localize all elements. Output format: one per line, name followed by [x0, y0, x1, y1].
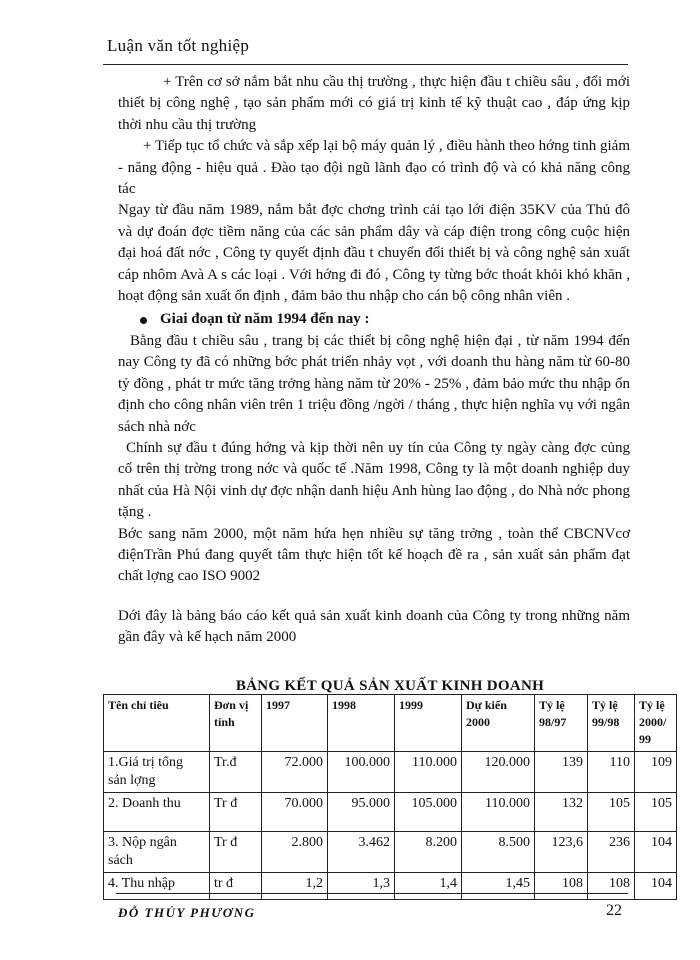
header-divider — [103, 64, 628, 65]
table-cell: Tr.đ — [210, 752, 262, 793]
table-cell: 104 — [635, 873, 677, 900]
table-cell: 123,6 — [535, 832, 588, 873]
table-cell: 2. Doanh thu — [104, 793, 210, 832]
column-header: Tên chỉ tiêu — [104, 695, 210, 752]
table-cell: 110.000 — [395, 752, 462, 793]
table-cell: 95.000 — [328, 793, 395, 832]
column-header: 1999 — [395, 695, 462, 752]
table-cell: 3. Nộp ngân sách — [104, 832, 210, 873]
table-cell: 236 — [588, 832, 635, 873]
paragraph-1989: Ngay từ đầu năm 1989, nắm bắt đợc chơng trình cải tạo lới điện 35KV của Thủ đô và dự đoán đợc tiềm năng của các sản phẩm dây và cáp điện trong công cuộc hiện đại hoá đất nớc , Công ty quyết định đầu t chuyển đổi thiết bị và công nghệ sản xuất cáp nhôm Avà A s các loại . Với hớng đi đó , Công ty từng bớc thoát khỏi khó khăn , hoạt động sản xuất ổn định , đảm bảo thu nhập cho cán bộ công nhân viên . — [118, 202, 630, 305]
table-cell: 1.Giá trị tổng sản lợng — [104, 752, 210, 793]
table-cell: 110.000 — [462, 793, 535, 832]
paragraph-goal-1: + Trên cơ sở nắm bắt nhu cầu thị trường , thực hiện đầu t chiều sâu , đổi mới thiết bị công nghệ , tạo sản phẩm mới có giá trị kinh tế kỹ thuật cao , đáp ứng kịp thời nhu cầu thị trường — [118, 74, 630, 133]
table-cell: 132 — [535, 793, 588, 832]
table-cell: 72.000 — [262, 752, 328, 793]
footer-author: ĐỖ THỦY PHƯƠNG — [118, 905, 256, 920]
business-results-table — [103, 694, 677, 900]
table-row — [104, 873, 677, 900]
table-cell: 70.000 — [262, 793, 328, 832]
column-header: Đơn vị tính — [210, 695, 262, 752]
table-row — [104, 752, 677, 793]
column-header: 1997 — [262, 695, 328, 752]
paragraph-1994: Bằng đầu t chiều sâu , trang bị các thiết bị công nghệ hiện đại , từ năm 1994 đến nay Công ty đã có những bớc phát triển nhảy vọt , với doanh thu hàng năm từ 60-80 tỷ đồng , phát tr mức tăng trởng hàng năm từ 20% - 25% , đảm bảo mức thu nhập ổn định cho công nhân viên trên 1 triệu đồng /ngời / tháng , thực hiện nghĩa vụ với ngân sách nhà nớc — [118, 332, 630, 435]
column-header: Tỷ lệ 2000/ 99 — [635, 695, 677, 752]
column-header: Tỷ lệ 98/97 — [535, 695, 588, 752]
table-row — [104, 832, 677, 873]
column-header: 1998 — [328, 695, 395, 752]
table-header-row — [104, 695, 677, 752]
section-heading-1994 — [140, 309, 630, 330]
table-cell: tr đ — [210, 873, 262, 900]
table-cell: 3.462 — [328, 832, 395, 873]
table-cell: 1,45 — [462, 873, 535, 900]
bullet-icon — [140, 317, 147, 324]
column-header: Dự kiến 2000 — [462, 695, 535, 752]
table-cell: 1,3 — [328, 873, 395, 900]
table-cell: Tr đ — [210, 832, 262, 873]
body-text — [118, 72, 630, 649]
table-cell: 8.500 — [462, 832, 535, 873]
table-cell: 105 — [588, 793, 635, 832]
table-cell: 104 — [635, 832, 677, 873]
running-header-title: Luận văn tốt nghiệp — [107, 36, 250, 55]
table-row — [104, 793, 677, 832]
table-cell: 120.000 — [462, 752, 535, 793]
footer-divider — [116, 893, 628, 894]
section-heading-text: Giai đoạn từ năm 1994 đến nay : — [160, 311, 370, 328]
table-cell: 100.000 — [328, 752, 395, 793]
paragraph-goal-2: + Tiếp tục tổ chức và sắp xếp lại bộ máy quản lý , điều hành theo hớng tinh giảm - năng động - hiệu quả . Đào tạo đội ngũ lãnh đạo có trình độ và có khả năng công tác — [118, 138, 630, 198]
table-cell: 1,4 — [395, 873, 462, 900]
table-cell: 1,2 — [262, 873, 328, 900]
table-cell: 108 — [535, 873, 588, 900]
paragraph-spacer — [118, 588, 630, 606]
paragraph-2000: Bớc sang năm 2000, một năm hứa hẹn nhiều sự tăng trởng , toàn thể CBCNVcơ điệnTrần Phú đang quyết tâm thực hiện tốt kế hoạch đề ra , sản xuất sản phẩm đạt chất lợng cao ISO 9002 — [118, 525, 630, 585]
column-header: Tỷ lệ 99/98 — [588, 695, 635, 752]
paragraph-reputation: Chính sự đầu t đúng hớng và kịp thời nên uy tín của Công ty ngày càng đợc củng cố trên thị trờng trong nớc và quốc tế .Năm 1998, Công ty là một doanh nghiệp duy nhất của Hà Nội vinh dự đợc nhận danh hiệu Anh hùng lao động , do Nhà nớc phong tặng . — [118, 439, 630, 521]
table-cell: 2.800 — [262, 832, 328, 873]
table-cell: 109 — [635, 752, 677, 793]
table-cell: 110 — [588, 752, 635, 793]
table-title: BẢNG KẾT QUẢ SẢN XUẤT KINH DOANH — [235, 678, 545, 694]
paragraph-table-intro: Dới đây là bảng báo cáo kết quả sản xuất kinh doanh của Công ty trong những năm gần đây và kế hạch năm 2000 — [118, 607, 630, 646]
page-number: 22 — [606, 902, 622, 919]
table-cell: 108 — [588, 873, 635, 900]
table-cell: Tr đ — [210, 793, 262, 832]
table-cell: 4. Thu nhập — [104, 873, 210, 900]
table-cell: 8.200 — [395, 832, 462, 873]
table-cell: 105.000 — [395, 793, 462, 832]
table-cell: 139 — [535, 752, 588, 793]
table-cell: 105 — [635, 793, 677, 832]
